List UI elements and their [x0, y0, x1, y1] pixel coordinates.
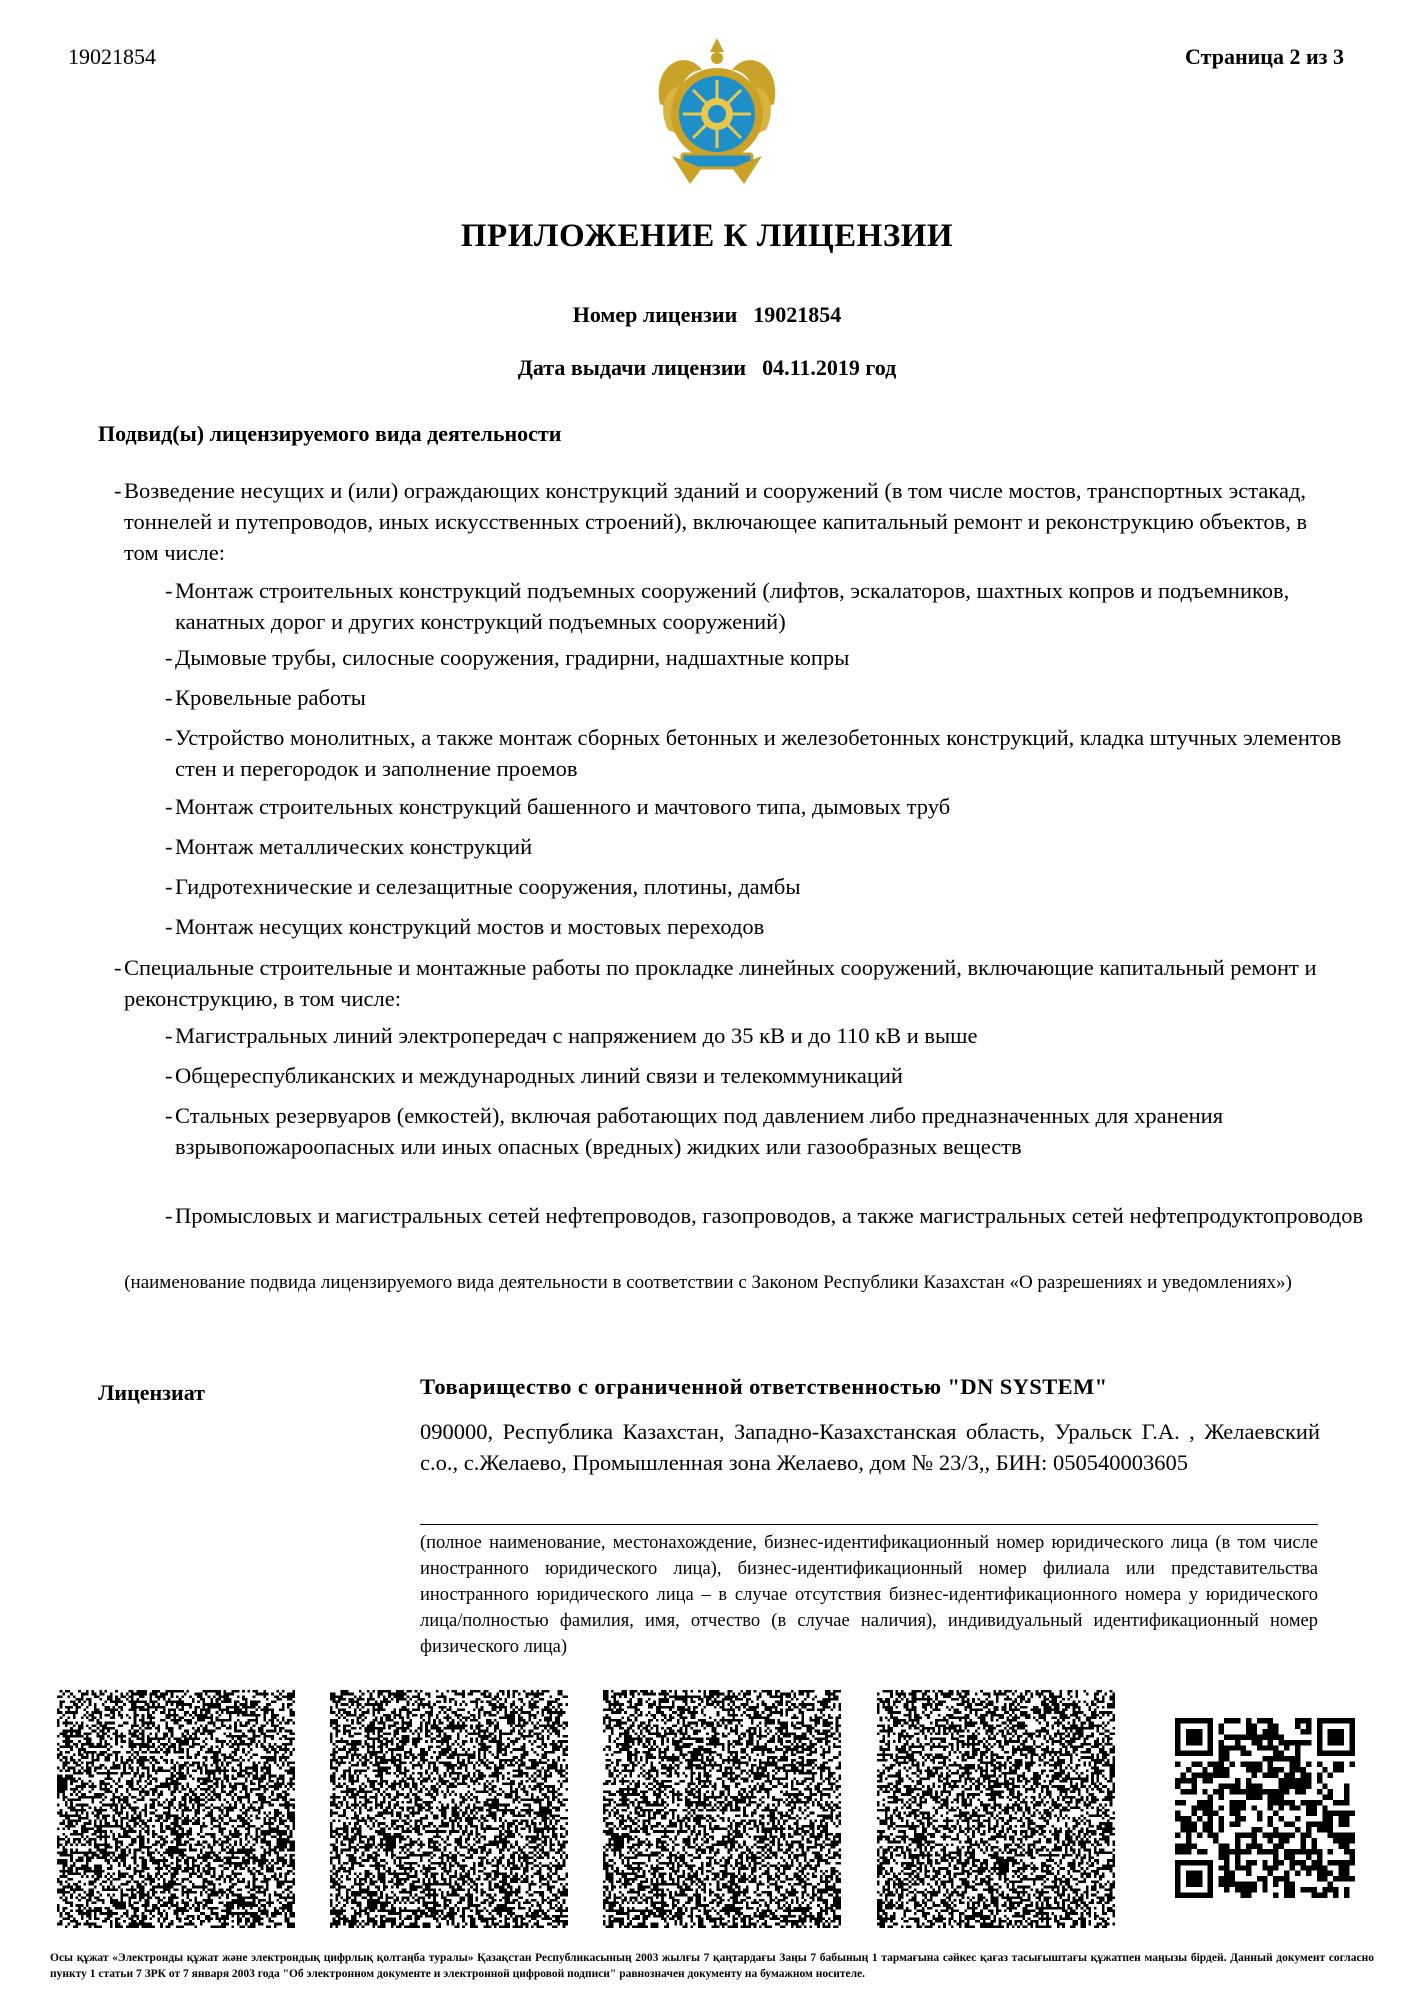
- activity-item-label: Гидротехнические и селезащитные сооружения, плотины, дамбы: [175, 874, 801, 899]
- activity-item-label: Дымовые трубы, силосные сооружения, градирни, надшахтные копры: [175, 645, 850, 670]
- activity-item: - Промысловых и магистральных сетей нефтепроводов, газопроводов, а также магистральных сетей нефтепродуктопроводов: [165, 1203, 1364, 1228]
- activity-item-label: Монтаж металлических конструкций: [175, 834, 533, 859]
- qr-code-icon: [328, 1690, 570, 1928]
- activity-item-label: Промысловых и магистральных сетей нефтепроводов, газопроводов, а также магистральных сетей нефтепродуктопроводов: [175, 1203, 1364, 1228]
- activity-item: - Магистральных линий электропередач с напряжением до 35 кВ и до 110 кВ и выше: [165, 1023, 978, 1048]
- activity-item: - Монтаж несущих конструкций мостов и мостовых переходов: [165, 914, 765, 939]
- license-date-line: [0, 355, 1414, 381]
- activity-item: - Дымовые трубы, силосные сооружения, градирни, надшахтные копры: [165, 645, 850, 670]
- activity-group-label: Специальные строительные и монтажные работы по прокладке линейных сооружений, включающие капитальный ремонт и реконструкцию, в том числе:: [124, 955, 1317, 1011]
- activity-item: - Устройство монолитных, а также монтаж сборных бетонных и железобетонных конструкций, кладка штучных элементов стен и перегородок и заполнение проемов: [165, 725, 1342, 781]
- activity-item-label: Магистральных линий электропередач с напряжением до 35 кВ и до 110 кВ и выше: [175, 1023, 978, 1048]
- licensee-label: Лицензиат: [98, 1380, 205, 1405]
- activity-item: - Монтаж металлических конструкций: [165, 834, 533, 859]
- qr-code-icon: [601, 1690, 843, 1928]
- licensee-divider: [420, 1524, 1318, 1525]
- footer-legal-note: Осы құжат «Электронды құжат және электрондық цифрлық қолтаңба туралы» Қазақстан Республикасының 2003 жылғы 7 қаңтардағы Заңы 7 бабының 1 тармағына сәйкес қағаз тасығыштағы құжатпен маңызы бірдей. Данный документ согласно пункту 1 статьи 7 ЗРК от 7 января 2003 года "Об электронном документе и электронной цифровой подписи" равнозначен документу на бумажном носителе.: [50, 1952, 1374, 1980]
- activity-item-label: Монтаж строительных конструкций подъемных сооружений (лифтов, эскалаторов, шахтных копров и подъемников, канатных дорог и других конструкций подъемных сооружений): [175, 578, 1290, 634]
- activity-heading: Подвид(ы) лицензируемого вида деятельности: [98, 421, 562, 446]
- activity-group: - Специальные строительные и монтажные работы по прокладке линейных сооружений, включающие капитальный ремонт и реконструкцию, в том числе:: [114, 955, 1317, 1011]
- activity-group: - Возведение несущих и (или) ограждающих конструкций зданий и сооружений (в том числе мостов, транспортных эстакад, тоннелей и путепроводов, иных искусственных строений), включающее капитальный ремонт и реконструкцию объектов, в том числе:: [114, 478, 1308, 565]
- activity-item-label: Устройство монолитных, а также монтаж сборных бетонных и железобетонных конструкций, кладка штучных элементов стен и перегородок и заполнение проемов: [175, 725, 1342, 781]
- activity-item: - Общереспубликанских и международных линий связи и телекоммуникаций: [165, 1063, 903, 1088]
- qr-code-icon: [875, 1690, 1117, 1928]
- document-title: ПРИЛОЖЕНИЕ К ЛИЦЕНЗИИ: [460, 218, 954, 254]
- qr-code-icon: [55, 1690, 297, 1928]
- license-date-value: 04.11.2019 год: [762, 355, 897, 380]
- qr-code-icon: [1175, 1718, 1355, 1898]
- activity-item: - Стальных резервуаров (емкостей), включая работающих под давлением либо предназначенных для хранения взрывопожароопасных или иных опасных (вредных) жидких или газообразных веществ: [165, 1103, 1224, 1159]
- document-number: 19021854: [68, 44, 156, 69]
- activity-group-label: Возведение несущих и (или) ограждающих конструкций зданий и сооружений (в том числе мостов, транспортных эстакад, тоннелей и путепроводов, иных искусственных строений), включающее капитальный ремонт и реконструкцию объектов, в том числе:: [124, 478, 1308, 565]
- license-date-label: Дата выдачи лицензии: [517, 355, 747, 380]
- activity-item-label: Монтаж строительных конструкций башенного и мачтового типа, дымовых труб: [175, 794, 951, 819]
- activity-item: - Гидротехнические и селезащитные сооружения, плотины, дамбы: [165, 874, 801, 899]
- activity-item-label: Кровельные работы: [175, 685, 366, 710]
- activity-item: - Монтаж строительных конструкций подъемных сооружений (лифтов, эскалаторов, шахтных копров и подъемников, канатных дорог и других конструкций подъемных сооружений): [165, 578, 1290, 634]
- page-indicator: Страница 2 из 3: [1185, 44, 1344, 69]
- licensee-caption: (полное наименование, местонахождение, бизнес-идентификационный номер юридического лица (в том числе иностранного юридического лица), бизнес-идентификационный номер филиала или представительства иностранного юридического лица – в случае отсутствия бизнес-идентификационного номера у юридического лица/полностью фамилия, имя, отчество (в случае наличия), индивидуальный идентификационный номер физического лица): [420, 1533, 1318, 1657]
- license-number-label: Номер лицензии: [572, 302, 738, 327]
- activity-caption: (наименование подвида лицензируемого вида деятельности в соответствии с Законом Республики Казахстан «О разрешениях и уведомлениях»): [124, 1272, 1292, 1293]
- activity-item-label: Стальных резервуаров (емкостей), включая работающих под давлением либо предназначенных для хранения взрывопожароопасных или иных опасных (вредных) жидких или газообразных веществ: [175, 1103, 1224, 1159]
- activity-item-label: Общереспубликанских и международных линий связи и телекоммуникаций: [175, 1063, 903, 1088]
- activity-item-label: Монтаж несущих конструкций мостов и мостовых переходов: [175, 914, 765, 939]
- license-number-value: 19021854: [753, 302, 842, 327]
- activity-item: - Кровельные работы: [165, 685, 366, 710]
- license-number-line: [0, 302, 1414, 328]
- state-emblem-icon: [646, 34, 788, 190]
- licensee-name: Товарищество с ограниченной ответственностью "DN SYSTEM": [420, 1374, 1108, 1399]
- licensee-address: 090000, Республика Казахстан, Западно-Казахстанская область, Уральск Г.А. , Желаевский с.о., с.Желаево, Промышленная зона Желаево, дом № 23/3,, БИН: 050540003605: [420, 1419, 1320, 1475]
- activity-item: - Монтаж строительных конструкций башенного и мачтового типа, дымовых труб: [165, 794, 951, 819]
